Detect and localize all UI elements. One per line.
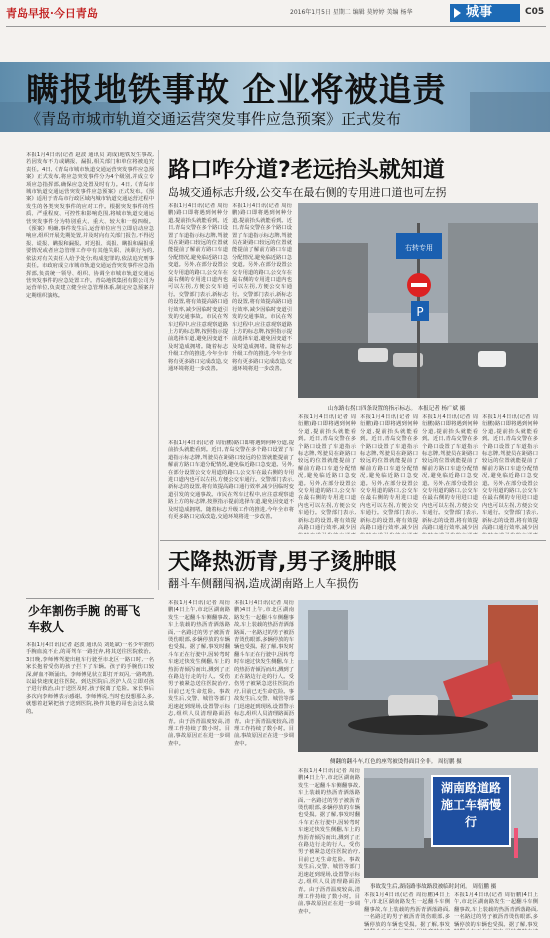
traffic-body-col7: 本报1月4日讯(记者 周衍鹏)路口即将遇到何种分道,提前抬头就能看到。近日,青岛交警在多个路口设置了车道指示标志牌,驾驶员在距路口较远的位置就能提前了解前方路口车道分配情况,避免临近路口急变道。另外,在部分设置公交专用道的路口,公交车在最右侧的专用进口道内也可以左拐,方便公交车通行。交警部门表示,新标志的设置,将有效提高路口通行效率,减少因临时变道引发的交通事故。市民在驾车过程中,应注意观察道路上方的标志牌,按照指示提前选择车道,避免因变道不及时造成拥堵。随着标志升级工作的推进,今年全市将有更多路口完成改造,交通环境将进一步改善。 (168, 440, 294, 521)
triangle-icon (454, 8, 461, 18)
rescue-headline-line1 (28, 603, 150, 635)
column-divider (158, 150, 159, 590)
section-divider (160, 540, 546, 541)
rescue-body: 本报1月4日讯(记者 赵波 通讯员 刘延斌)一名少年割伤手腕血流不止,的哥驾车一路狂奔,将其送往医院救治。3日晚,李师傅驾驶出租车行驶至市北区一路口时,一名家长抱着受伤的孩子拦下了车辆。孩子的手腕伤口较深,鲜血不断涌出。李师傅见状立即打开双闪,一路鸣笛,以最快速度赶往医院。到达医院后,医护人员立即对孩子进行救治,由于送医及时,孩子脱离了危险。家长事后多次向李师傅表示感谢。李师傅说,当时也没想那么多,就想着赶紧把孩子送到医院,换作其他的哥也会这么做的。 (26, 642, 154, 715)
traffic-headline: 路口咋分道?老远抬头就知道 (168, 158, 445, 183)
header-divider (6, 26, 546, 27)
rescue-headline: 少年割伤手腕 的哥飞车救人 (28, 604, 141, 634)
road-closure-scene (364, 768, 538, 878)
asphalt-photo-2 (364, 768, 538, 878)
lead-body: 本报1月4日讯(记者 赵波 通讯员 刘成)地铁发生事故,若因发布不力或瞒报、漏报,相关部门和单位将被追究责任。4日,《青岛市城市轨道交通运营突发事件应急预案》正式发布,将应急突发事件分为4个级别,并成立专项应急指挥部,确保应急处置及时有力。4日,《青岛市城市轨道交通运营突发事件应急预案》正式发布。《预案》适用于青岛市行政区域内城市轨道交通运营过程中发生的各类突发事件的应对工作。根据突发事件的性质、严重程度、可控性和影响范围,将城市轨道交通运营突发事件分为特别重大、重大、较大和一般四级。《预案》明确,事件发生后,运营单位应当立即启动应急响应,组织开展先期处置,并及时向有关部门报告,不得迟报、谎报、瞒报和漏报。对迟报、谎报、瞒报和漏报重要情况或者应急管理工作中有其他失职、渎职行为的,依法对有关责任人给予处分;构成犯罪的,依法追究刑事责任。市政府成立市城市轨道交通运营突发事件应急指挥部,负责统一领导、组织、协调全市城市轨道交通运营突发事件的应急处置工作。青岛地铁集团有限公司为运营单位,负责建立健全应急管理体系,制定应急预案并定期组织演练。 (26, 152, 154, 299)
traffic-body-col1: 本报1月4日讯(记者 周衍鹏)路口即将遇到何种分道,提前抬头就能看到。近日,青岛交警在多个路口设置了车道指示标志牌,驾驶员在距路口较远的位置就能提前了解前方路口车道分配情况,避免临近路口急变道。另外,在部分设置公交专用道的路口,公交车在最右侧的专用进口道内也可以左拐,方便公交车通行。交警部门表示,新标志的设置,将有效提高路口通行效率,减少因临时变道引发的交通事故。市民在驾车过程中,应注意观察道路上方的标志牌,按照指示提前选择车道,避免因变道不及时造成拥堵。随着标志升级工作的推进,今年全市将有更多路口完成改造,交通环境将进一步改善。 (168, 203, 228, 372)
traffic-subheadline: 岛城交通标志升级,公交车在最右侧的专用进口道也可左拐 (168, 186, 447, 199)
asphalt-headline: 天降热沥青,男子烫肿眼 (168, 550, 397, 575)
asphalt-body-col2: 本报1月4日讯(记者 周衍鹏)4日上午,市北区湖南路发生一起翻斗车侧翻事故,车上装载的热沥青洒落路面,一名路过的男子被沥青烫伤眼部,多辆停放的车辆也受损。据了解,事发时翻斗车正在行驶中,因转弯时车速过快发生侧翻,车上的热沥青倾泻而出,溅到了正在路边行走的行人。受伤男子被紧急送往医院治疗,目前已无生命危险。事故发生后,交警、城管等部门迅速赶到现场,设置警示标志,组织人员清理路面沥青。由于沥青温度较高,清理工作持续了数小时。目前,事故原因正在进一步调查中。 (234, 600, 294, 747)
page-number: C05 (525, 7, 545, 17)
asphalt-body-col3: 本报1月4日讯(记者 周衍鹏)4日上午,市北区湖南路发生一起翻斗车侧翻事故,车上装载的热沥青洒落路面,一名路过的男子被沥青烫伤眼部,多辆停放的车辆也受损。据了解,事发时翻斗车正在行驶中,因转弯时车速过快发生侧翻,车上的热沥青倾泻而出,溅到了正在路边行走的行人。受伤男子被紧急送往医院治疗,目前已无生命危险。事故发生后,交警、城管等部门迅速赶到现场,设置警示标志,组织人员清理路面沥青。由于沥青温度较高,清理工作持续了数小时。目前,事故原因正在进一步调查中。 (298, 768, 360, 915)
section-label: 城事 (466, 5, 493, 20)
traffic-body-col2: 本报1月4日讯(记者 周衍鹏)路口即将遇到何种分道,提前抬头就能看到。近日,青岛交警在多个路口设置了车道指示标志牌,驾驶员在距路口较远的位置就能提前了解前方路口车道分配情况,避免临近路口急变道。另外,在部分设置公交专用道的路口,公交车在最右侧的专用进口道内也可以左拐,方便公交车通行。交警部门表示,新标志的设置,将有效提高路口通行效率,减少因临时变道引发的交通事故。市民在驾车过程中,应注意观察道路上方的标志牌,按照指示提前选择车道,避免因变道不及时造成拥堵。随着标志升级工作的推进,今年全市将有更多路口完成改造,交通环境将进一步改善。 (232, 203, 292, 372)
construction-sign-text: 湖南路道路施工车辆慢行 (440, 781, 501, 829)
asphalt-photo-2-caption: 事故发生后,湖南路事故路段被临时封闭。 周衍鹏 摄 (370, 884, 497, 890)
page-header (0, 0, 550, 26)
asphalt-body-col4: 本报1月4日讯(记者 周衍鹏)4日上午,市北区湖南路发生一起翻斗车侧翻事故,车上装载的热沥青洒落路面,一名路过的男子被沥青烫伤眼部,多辆停放的车辆也受损。据了解,事发 (364, 892, 450, 928)
traffic-photo-caption: 山东路右拐口四条设置的指示标志。 本报记者 杨广斌 摄 (328, 406, 466, 412)
lead-headline: 瞒报地铁事故 企业将被追责 (26, 70, 447, 109)
traffic-body-col3: 本报1月4日讯(记者 周衍鹏)路口即将遇到何种分道,提前抬头就能看到。近日,青岛交警在多个路口设置了车道指示标志牌,驾驶员在距路口较远的位置就能提前了解前方路口车道分配情况,避免临近路口急变道。另外,在部分设置公交专用道的路口,公交车在最右侧的专用进口道内也可以左拐,方便公交车通行。交警部门表示,新标志的设置,将有效提高路口通行效率,减少因 (298, 414, 356, 532)
asphalt-photo-1-caption: 侧翻的翻斗车,红色的座驾被烫得面目全非。 周衍鹏 摄 (330, 759, 462, 765)
rescue-top-rule (26, 598, 154, 599)
issue-info: 2016年1月5日 星期二 编辑 莫婷婷 美编 杨华 (290, 9, 413, 16)
parking-sign-text: P (416, 305, 424, 319)
overturned-truck-scene (298, 600, 538, 752)
road-sign-scene (298, 203, 538, 398)
traffic-body-col4: 本报1月4日讯(记者 周衍鹏)路口即将遇到何种分道,提前抬头就能看到。近日,青岛交警在多个路口设置了车道指示标志牌,驾驶员在距路口较远的位置就能提前了解前方路口车道分配情况,避免临近路口急变道。另外,在部分设置公交专用道的路口,公交车在最右侧的专用进口道内也可以左拐,方便公交车通行。交警部门表示,新标志的设置,将有效提高路口通行效率,减少因 (360, 414, 418, 532)
blue-sign-text: 右转专用 (405, 244, 433, 252)
asphalt-body-col1: 本报1月4日讯(记者 周衍鹏)4日上午,市北区湖南路发生一起翻斗车侧翻事故,车上装载的热沥青洒落路面,一名路过的男子被沥青烫伤眼部,多辆停放的车辆也受损。据了解,事发时翻斗车正在行驶中,因转弯时车速过快发生侧翻,车上的热沥青倾泻而出,溅到了正在路边行走的行人。受伤男子被紧急送往医院治疗,目前已无生命危险。事故发生后,交警、城管等部门迅速赶到现场,设置警示标志,组织人员清理路面沥青。由于沥青温度较高,清理工作持续了数小时。目前,事故原因正在进一步调查中。 (168, 600, 230, 747)
newspaper-logo: 青岛早报·今日青岛 (6, 7, 98, 20)
asphalt-photo-1 (298, 600, 538, 752)
asphalt-subheadline: 翻斗车侧翻闯祸,造成湖南路上人车损伤 (168, 577, 359, 590)
section-tag (450, 4, 520, 22)
lead-subheadline: 《青岛市城市轨道交通运营突发事件应急预案》正式发布 (26, 110, 402, 128)
traffic-body-col6: 本报1月4日讯(记者 周衍鹏)路口即将遇到何种分道,提前抬头就能看到。近日,青岛交警在多个路口设置了车道指示标志牌,驾驶员在距路口较远的位置就能提前了解前方路口车道分配情况,避免临近路口急变道。另外,在部分设置公交专用道的路口,公交车在最右侧的专用进口道内也可以左拐,方便公交车通行。交警部门表示,新标志的设置,将有效提高路口通行效率,减少因 (482, 414, 538, 532)
asphalt-body-col5: 本报1月4日讯(记者 周衍鹏)4日上午,市北区湖南路发生一起翻斗车侧翻事故,车上装载的热沥青洒落路面,一名路过的男子被沥青烫伤眼部,多辆停放的车辆也受损。据了解,事发 (454, 892, 538, 928)
traffic-body-col5: 本报1月4日讯(记者 周衍鹏)路口即将遇到何种分道,提前抬头就能看到。近日,青岛交警在多个路口设置了车道指示标志牌,驾驶员在距路口较远的位置就能提前了解前方路口车道分配情况,避免临近路口急变道。另外,在部分设置公交专用道的路口,公交车在最右侧的专用进口道内也可以左拐,方便公交车通行。交警部门表示,新标志的设置,将有效提高路口通行效率,减少因 (422, 414, 478, 532)
traffic-photo (298, 203, 538, 398)
